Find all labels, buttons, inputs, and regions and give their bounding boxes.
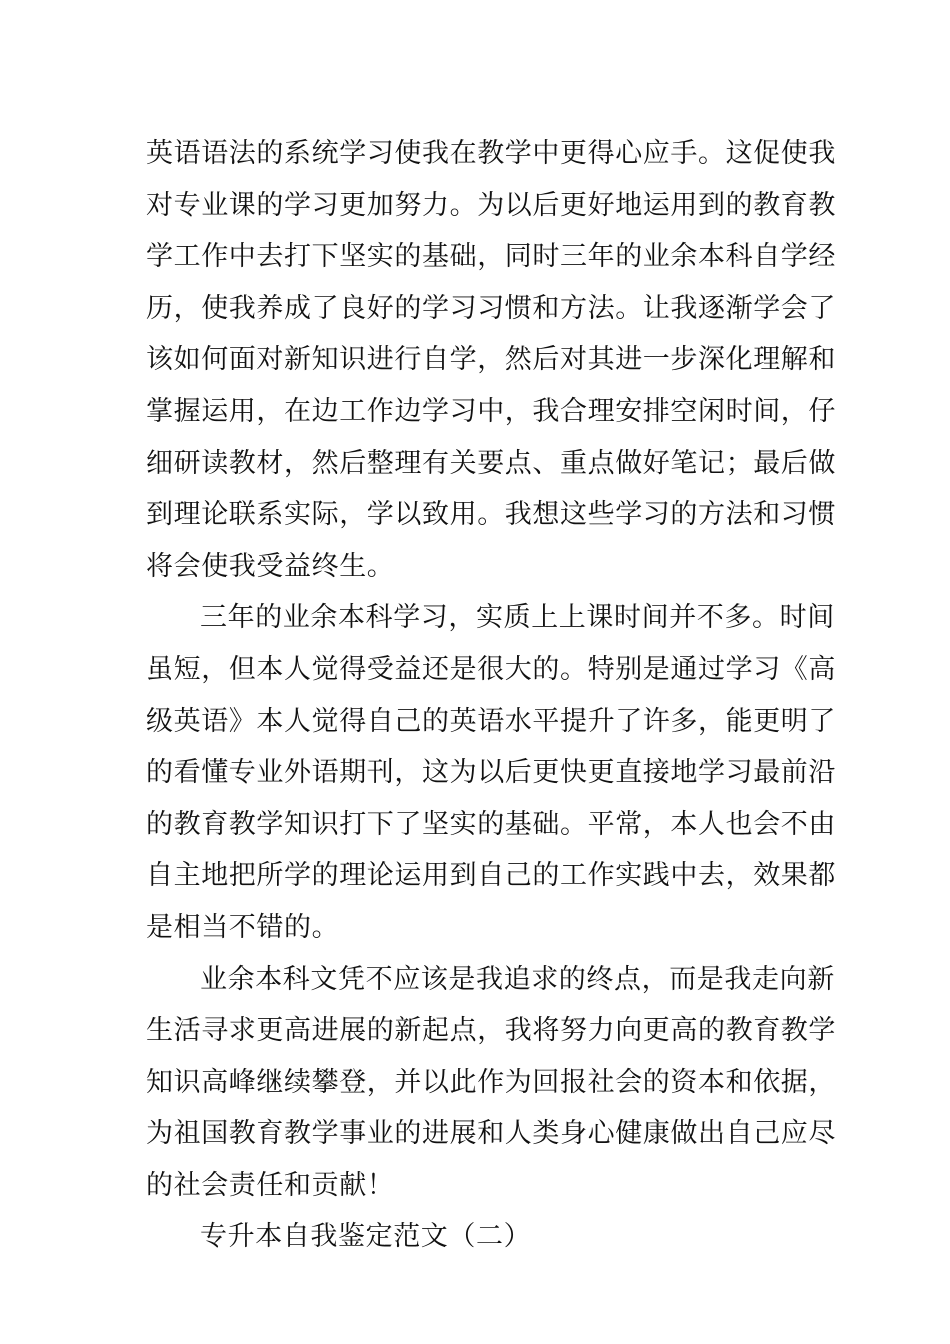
- text-line: 生活寻求更高进展的新起点，我将努力向更高的教育教学: [146, 1015, 836, 1047]
- section-heading: 专升本自我鉴定范文（二）: [200, 1221, 532, 1253]
- text-line: 历，使我养成了良好的学习习惯和方法。让我逐渐学会了: [146, 292, 836, 324]
- document-body: [146, 128, 836, 1263]
- text-line: 掌握运用，在边工作边学习中，我合理安排空闲时间，仔: [146, 395, 836, 427]
- text-line: 虽短，但本人觉得受益还是很大的。特别是通过学习《高: [146, 653, 836, 685]
- paragraph-3: [146, 954, 836, 1212]
- text-line: 为祖国教育教学事业的进展和人类身心健康做出自己应尽: [146, 1118, 836, 1150]
- text-line: 学工作中去打下坚实的基础，同时三年的业余本科自学经: [146, 241, 836, 273]
- paragraph-2: [146, 592, 836, 953]
- text-line: 三年的业余本科学习，实质上上课时间并不多。时间: [200, 602, 835, 634]
- text-line: 对专业课的学习更加努力。为以后更好地运用到的教育教: [146, 189, 836, 221]
- text-line: 业余本科文凭不应该是我追求的终点，而是我走向新: [200, 963, 835, 995]
- text-line: 细研读教材，然后整理有关要点、重点做好笔记；最后做: [146, 447, 836, 479]
- text-line: 知识高峰继续攀登，并以此作为回报社会的资本和依据，: [146, 1066, 836, 1098]
- text-line: 是相当不错的。: [146, 911, 340, 943]
- text-line: 的看懂专业外语期刊，这为以后更快更直接地学习最前沿: [146, 757, 836, 789]
- text-line: 到理论联系实际，学以致用。我想这些学习的方法和习惯: [146, 499, 836, 531]
- text-line: 英语语法的系统学习使我在教学中更得心应手。这促使我: [146, 138, 836, 169]
- text-line: 自主地把所学的理论运用到自己的工作实践中去，效果都: [146, 860, 836, 892]
- text-line: 的社会责任和贡献！: [146, 1169, 395, 1201]
- text-line: 该如何面对新知识进行自学，然后对其进一步深化理解和: [146, 344, 836, 376]
- text-line: 的教育教学知识打下了坚实的基础。平常，本人也会不由: [146, 808, 836, 840]
- paragraph-1: [146, 128, 836, 592]
- text-line: 将会使我受益终生。: [146, 550, 395, 582]
- text-line: 级英语》本人觉得自己的英语水平提升了许多，能更明了: [146, 705, 836, 737]
